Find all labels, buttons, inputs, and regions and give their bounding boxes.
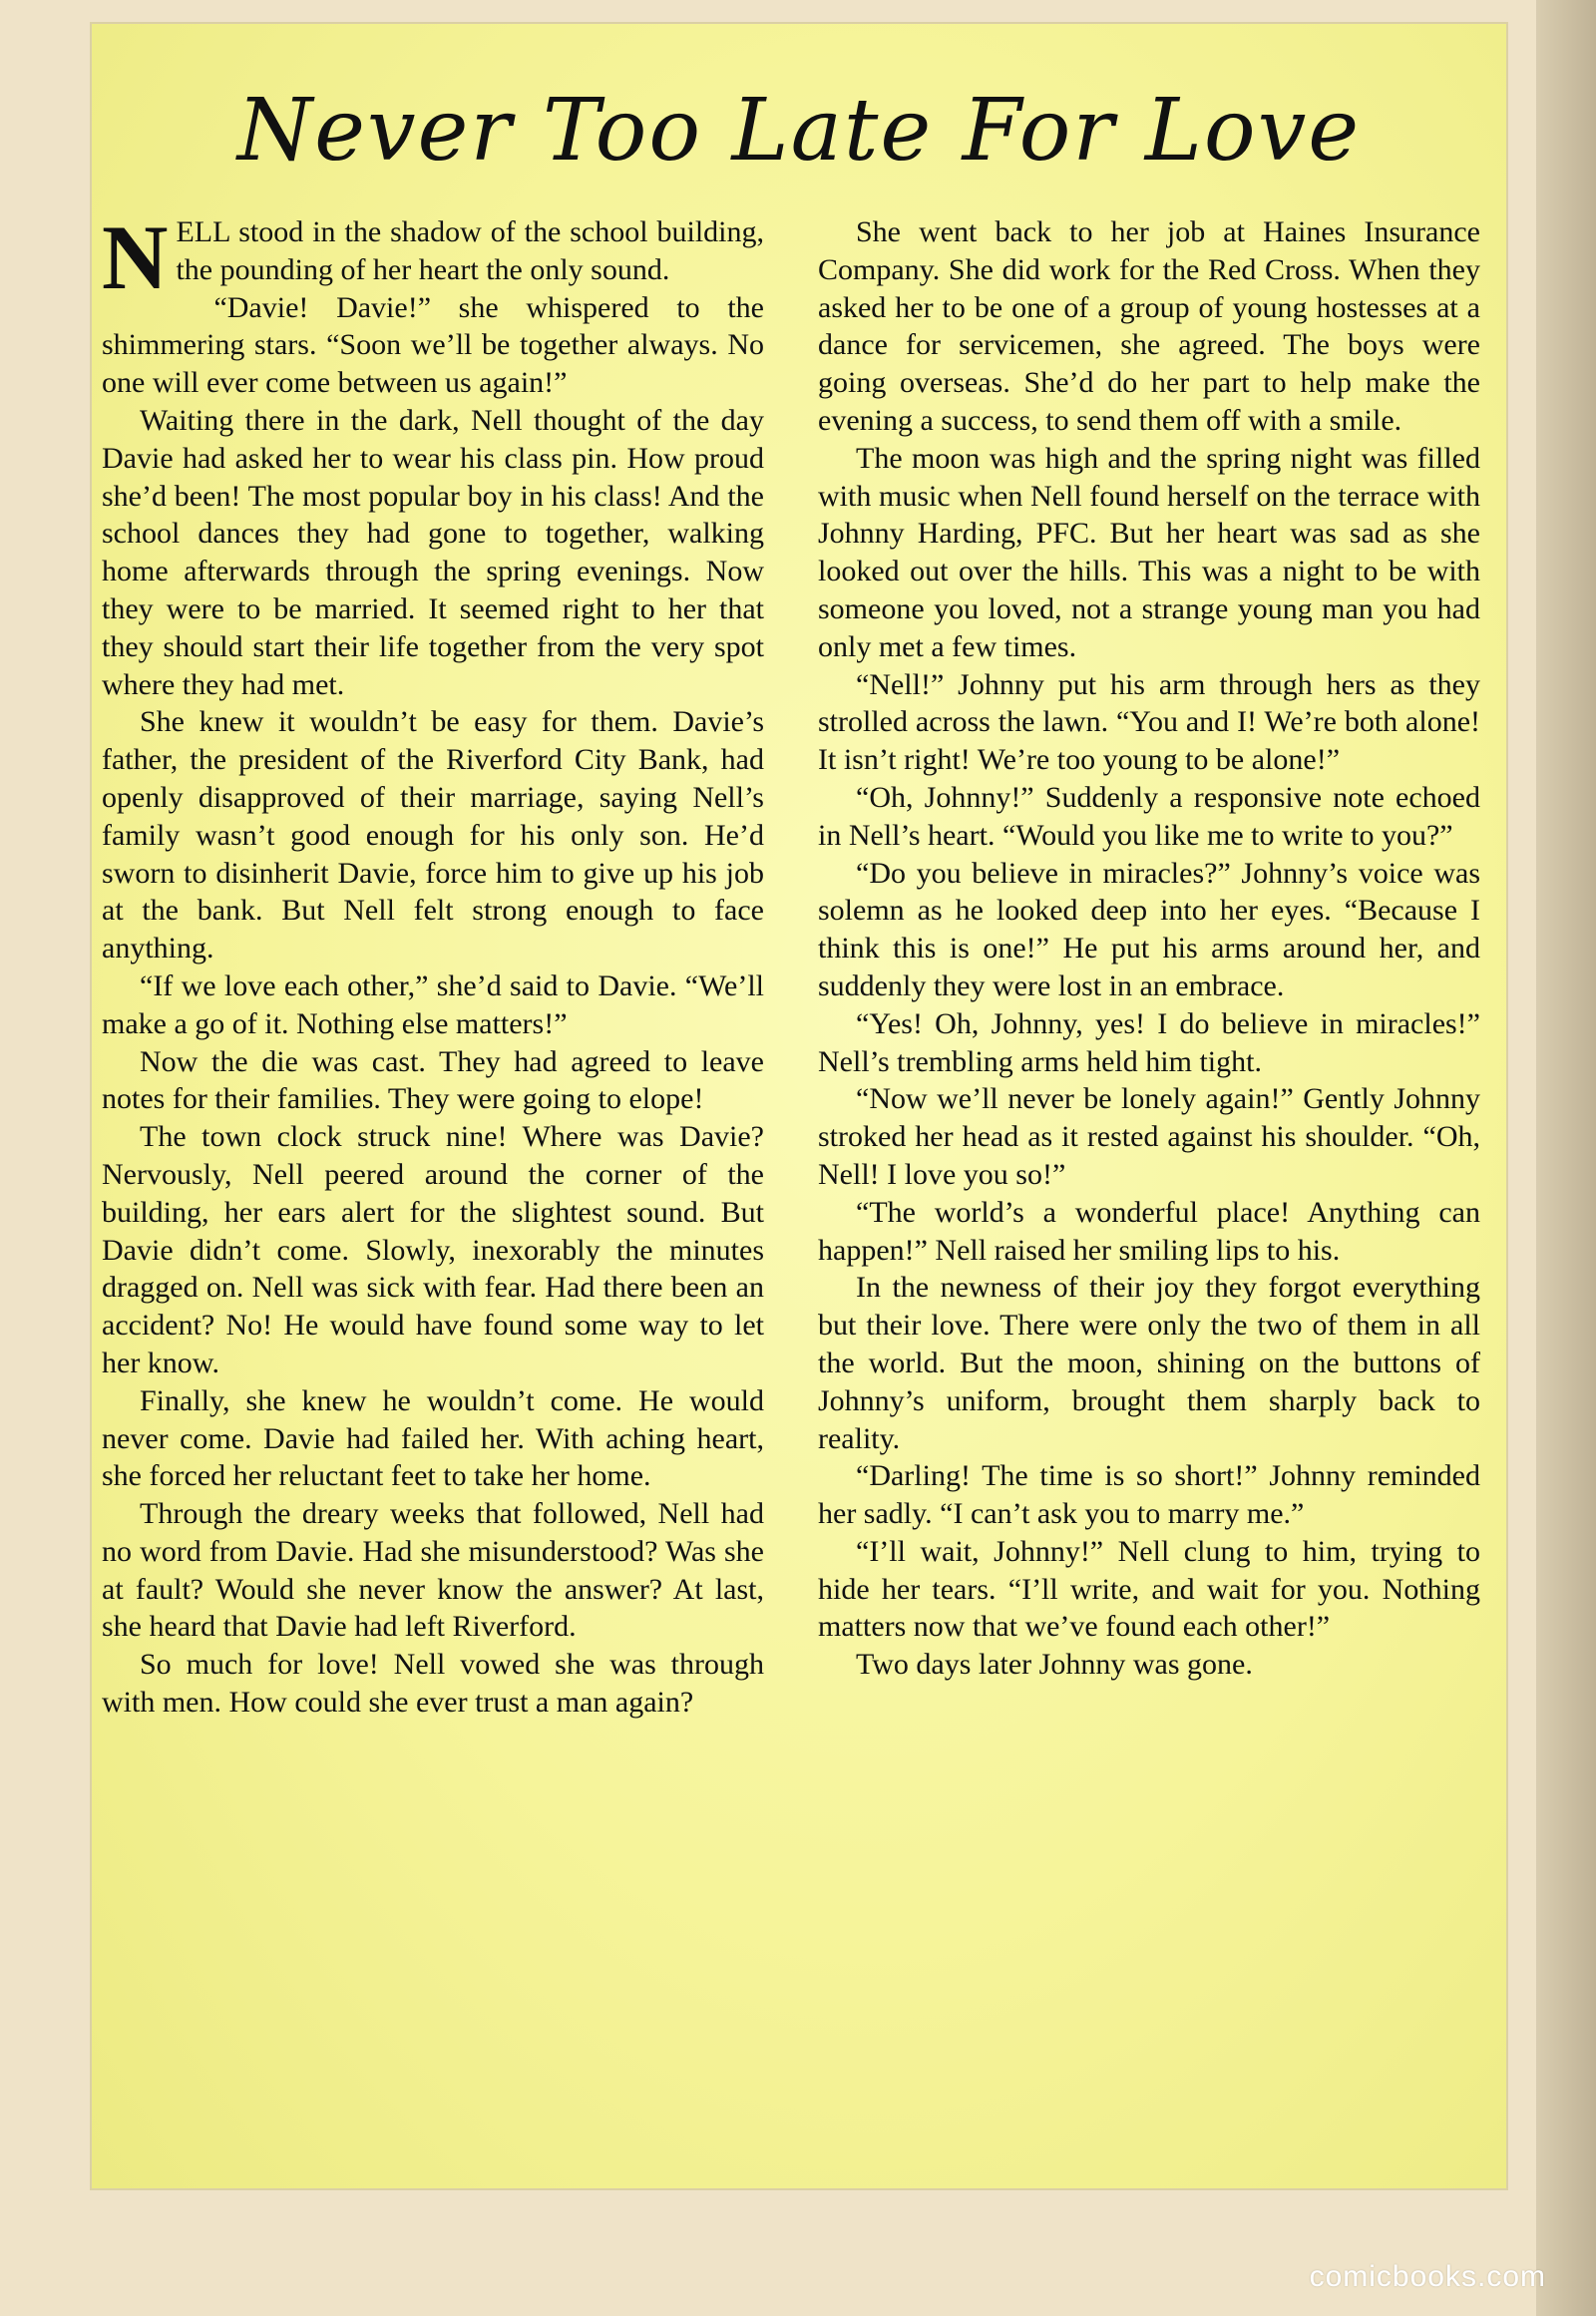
left-column <box>102 206 764 1722</box>
paragraph: “The world’s a wonderful place! Anything can happen!” Nell raised her smiling lips to his. <box>818 1195 1480 1267</box>
paragraph-text: ELL stood in the shadow of the school building, the pounding of her heart the only sound. <box>176 215 764 286</box>
drop-cap: N <box>102 206 169 308</box>
paragraph: “I’ll wait, Johnny!” Nell clung to him, trying to hide her tears. “I’ll write, and wait for you. Nothing matters now that we’ve found each other!” <box>818 1534 1480 1644</box>
paragraph: “Davie! Davie!” she whispered to the shimmering stars. “Soon we’ll be together always. No one will ever come between us again!” <box>102 290 764 400</box>
paragraph: “If we love each other,” she’d said to Davie. “We’ll make a go of it. Nothing else matters!” <box>102 968 764 1040</box>
paragraph: She knew it wouldn’t be easy for them. Davie’s father, the president of the Riverford City Bank, had openly disapproved of their marriage, saying Nell’s family wasn’t good enough for his only son. He’d sworn to disinherit Davie, force him to give up his job at the bank. But Nell felt strong enough to face anything. <box>102 705 764 965</box>
story-title: Never Too Late For Love <box>236 81 1362 181</box>
paragraph: In the newness of their joy they forgot everything but their love. There were only the two of them in all the world. But the moon, shining on the buttons of Johnny’s uniform, brought them sharply back to reality. <box>818 1271 1480 1455</box>
paragraph <box>102 206 764 308</box>
story-panel <box>92 24 1506 2188</box>
paragraph: The town clock struck nine! Where was Davie? Nervously, Nell peered around the corner of the building, her ears alert for the slightest sound. But Davie didn’t come. Slowly, inexorably the minutes dragged on. Nell was sick with fear. Had there been an accident? No! He would have found some way to let her know. <box>102 1120 764 1379</box>
page-edge <box>1536 0 1596 2316</box>
paragraph: Two days later Johnny was gone. <box>856 1648 1253 1682</box>
paragraph: “Darling! The time is so short!” Johnny reminded her sadly. “I can’t ask you to marry me.” <box>818 1459 1480 1531</box>
paragraph: “Now we’ll never be lonely again!” Gently Johnny stroked her head as it rested against his shoulder. “Oh, Nell! I love you so!” <box>818 1082 1480 1191</box>
paragraph: Waiting there in the dark, Nell thought of the day Davie had asked her to wear his class pin. How proud she’d been! The most popular boy in his class! And the school dances they had gone to together, walking home afterwards through the spring evenings. Now they were to be married. It seemed right to her that they should start their life together from the very spot where they had met. <box>102 403 764 701</box>
watermark: comicbooks.com <box>1309 2260 1546 2293</box>
paragraph: “Oh, Johnny!” Suddenly a responsive note echoed in Nell’s heart. “Would you like me to write to you?” <box>818 780 1480 852</box>
paragraph: She went back to her job at Haines Insurance Company. She did work for the Red Cross. When they asked her to be one of a group of young hostesses at a dance for servicemen, she agreed. The boys were going overseas. She’d do her part to help make the evening a success, to send them off with a smile. <box>818 215 1480 437</box>
paragraph: “Yes! Oh, Johnny, yes! I do believe in miracles!” Nell’s trembling arms held him tight. <box>818 1006 1480 1078</box>
paragraph: So much for love! Nell vowed she was through with men. How could she ever trust a man again? <box>102 1648 764 1720</box>
paragraph: The moon was high and the spring night was filled with music when Nell found herself on the terrace with Johnny Harding, PFC. But her heart was sad as she looked out over the hills. This was a night to be with someone you loved, not a strange young man you had only met a few times. <box>818 441 1480 663</box>
paragraph: “Nell!” Johnny put his arm through hers as they strolled across the lawn. “You and I! We’re both alone! It isn’t right! We’re too young to be alone!” <box>818 667 1480 777</box>
paragraph: Finally, she knew he wouldn’t come. He would never come. Davie had failed her. With aching heart, she forced her reluctant feet to take her home. <box>102 1383 764 1493</box>
right-column <box>818 213 1480 1684</box>
paragraph: Through the dreary weeks that followed, Nell had no word from Davie. Had she misunderstood? Was she at fault? Would she never know the answer? At last, she heard that Davie had left Riverford. <box>102 1497 764 1644</box>
paragraph: “Do you believe in miracles?” Johnny’s voice was solemn as he looked deep into her eyes. “Because I think this is one!” He put his arms around her, and suddenly they were lost in an embrace. <box>818 856 1480 1002</box>
paragraph: Now the die was cast. They had agreed to leave notes for their families. They were going to elope! <box>102 1044 764 1116</box>
